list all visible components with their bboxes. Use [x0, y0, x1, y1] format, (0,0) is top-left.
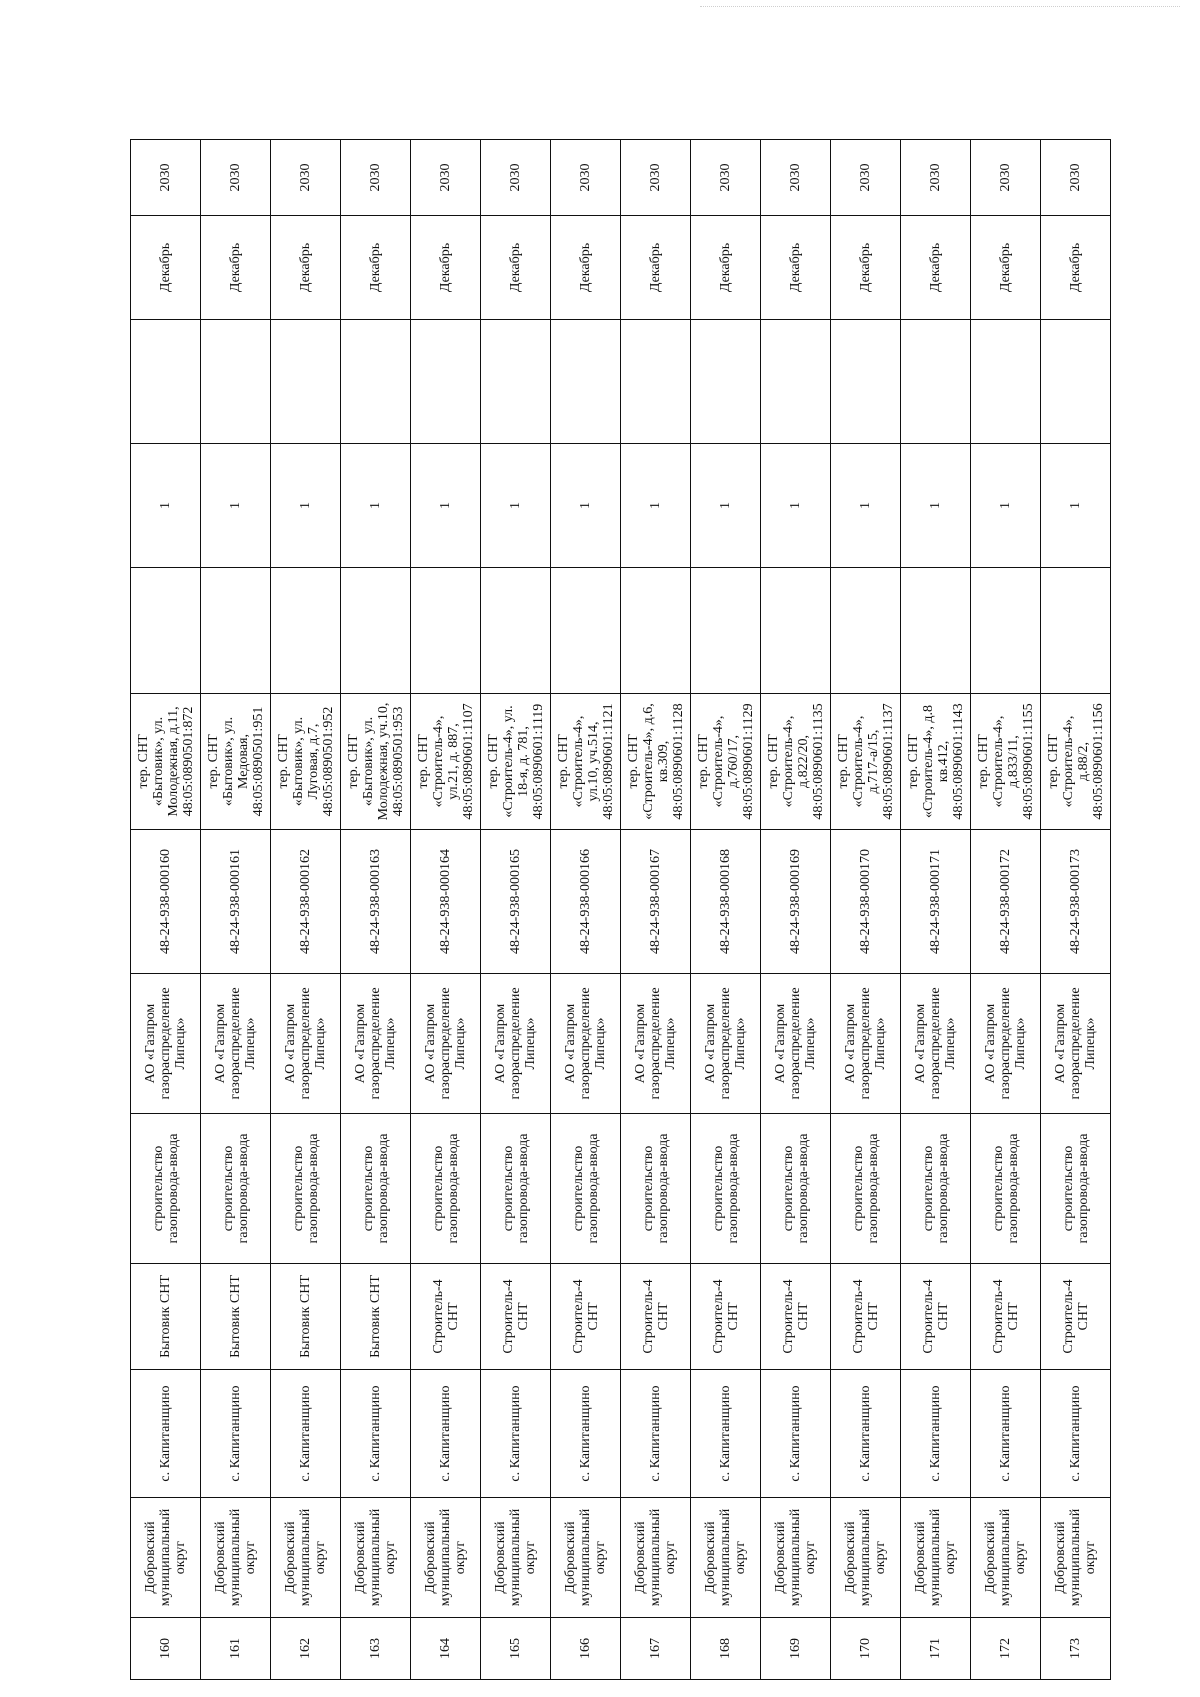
empty-cell — [201, 320, 271, 444]
object-code-cell: 48-24-938-000168 — [691, 830, 761, 974]
year-cell: 2030 — [481, 140, 551, 216]
address-line: 48:05:0890601:1156 — [1090, 703, 1106, 820]
month-cell: Декабрь — [411, 216, 481, 320]
organization-cell: АО «Газпром газораспределение Липецк» — [271, 974, 341, 1114]
empty-cell — [131, 320, 201, 444]
table-row — [761, 140, 831, 1680]
object-code-cell: 48-24-938-000163 — [341, 830, 411, 974]
address-cell — [341, 694, 411, 830]
address-line: 48:05:0890601:1129 — [740, 703, 756, 820]
month-cell: Декабрь — [481, 216, 551, 320]
table-row — [131, 140, 201, 1680]
address-line: ул.21, д. 887, — [445, 723, 461, 800]
table-row — [271, 140, 341, 1680]
month-cell: Декабрь — [271, 216, 341, 320]
address-cell — [201, 694, 271, 830]
row-number-cell: 162 — [271, 1618, 341, 1680]
row-number-cell: 172 — [971, 1618, 1041, 1680]
address-line: тер. СНТ — [345, 734, 361, 789]
snt-name-cell: Строитель-4 СНТ — [761, 1264, 831, 1370]
work-type-cell: строительство газопровода-ввода — [761, 1114, 831, 1264]
district-cell: Добровский муниципальный округ — [341, 1498, 411, 1618]
address-cell — [131, 694, 201, 830]
table-row — [621, 140, 691, 1680]
address-cell — [481, 694, 551, 830]
work-type-cell: строительство газопровода-ввода — [691, 1114, 761, 1264]
address-line: Молодежная, уч.10, — [375, 702, 391, 821]
row-number-cell: 161 — [201, 1618, 271, 1680]
empty-cell — [831, 568, 901, 694]
row-number-cell: 173 — [1041, 1618, 1111, 1680]
address-line: 48:05:0890501:951 — [250, 706, 266, 817]
snt-name-cell: Строитель-4 СНТ — [901, 1264, 971, 1370]
month-cell: Декабрь — [551, 216, 621, 320]
address-line: «Бытовик», ул. — [290, 716, 306, 807]
organization-cell: АО «Газпром газораспределение Липецк» — [481, 974, 551, 1114]
address-line: д.760/17, — [725, 735, 741, 789]
district-cell: Добровский муниципальный округ — [831, 1498, 901, 1618]
quantity-cell: 1 — [271, 444, 341, 568]
object-code-cell: 48-24-938-000166 — [551, 830, 621, 974]
organization-cell: АО «Газпром газораспределение Липецк» — [201, 974, 271, 1114]
district-cell: Добровский муниципальный округ — [901, 1498, 971, 1618]
address-line: д.88/2, — [1075, 742, 1091, 782]
snt-name-cell: Строитель-4 СНТ — [971, 1264, 1041, 1370]
table-row — [1041, 140, 1111, 1680]
settlement-cell: с. Капитанщино — [341, 1370, 411, 1498]
district-cell: Добровский муниципальный округ — [761, 1498, 831, 1618]
object-code-cell: 48-24-938-000172 — [971, 830, 1041, 974]
year-cell: 2030 — [201, 140, 271, 216]
quantity-cell: 1 — [481, 444, 551, 568]
address-line: 48:05:0890601:1135 — [810, 703, 826, 820]
empty-cell — [971, 320, 1041, 444]
table-row — [831, 140, 901, 1680]
quantity-cell: 1 — [131, 444, 201, 568]
organization-cell: АО «Газпром газораспределение Липецк» — [691, 974, 761, 1114]
gasification-schedule-table — [130, 139, 1111, 1680]
quantity-cell: 1 — [1041, 444, 1111, 568]
snt-name-cell: Строитель-4 СНТ — [551, 1264, 621, 1370]
district-cell: Добровский муниципальный округ — [411, 1498, 481, 1618]
address-line: тер. СНТ — [695, 734, 711, 789]
address-line: тер. СНТ — [975, 734, 991, 789]
snt-name-cell: Строитель-4 СНТ — [621, 1264, 691, 1370]
empty-cell — [551, 568, 621, 694]
year-cell: 2030 — [411, 140, 481, 216]
object-code-cell: 48-24-938-000169 — [761, 830, 831, 974]
row-number-cell: 167 — [621, 1618, 691, 1680]
settlement-cell: с. Капитанщино — [901, 1370, 971, 1498]
table-row — [901, 140, 971, 1680]
work-type-cell: строительство газопровода-ввода — [271, 1114, 341, 1264]
address-line: «Строитель-4», д.6, — [640, 703, 656, 820]
organization-cell: АО «Газпром газораспределение Липецк» — [131, 974, 201, 1114]
empty-cell — [831, 320, 901, 444]
empty-cell — [411, 320, 481, 444]
address-line: «Строитель-4», — [850, 715, 866, 808]
organization-cell: АО «Газпром газораспределение Липецк» — [1041, 974, 1111, 1114]
year-cell: 2030 — [271, 140, 341, 216]
address-line: «Строитель-4», — [430, 715, 446, 808]
address-line: тер. СНТ — [1045, 734, 1061, 789]
settlement-cell: с. Капитанщино — [271, 1370, 341, 1498]
address-line: тер. СНТ — [905, 734, 921, 789]
address-line: 48:05:0890601:1107 — [460, 703, 476, 820]
row-number-cell: 169 — [761, 1618, 831, 1680]
month-cell: Декабрь — [341, 216, 411, 320]
empty-cell — [551, 320, 621, 444]
settlement-cell: с. Капитанщино — [131, 1370, 201, 1498]
address-line: тер. СНТ — [275, 734, 291, 789]
snt-name-cell: Бытовик СНТ — [271, 1264, 341, 1370]
object-code-cell: 48-24-938-000162 — [271, 830, 341, 974]
address-line: тер. СНТ — [485, 734, 501, 789]
month-cell: Декабрь — [201, 216, 271, 320]
table-row — [481, 140, 551, 1680]
district-cell: Добровский муниципальный округ — [551, 1498, 621, 1618]
month-cell: Декабрь — [621, 216, 691, 320]
object-code-cell: 48-24-938-000167 — [621, 830, 691, 974]
snt-name-cell: Бытовик СНТ — [201, 1264, 271, 1370]
address-line: «Строитель-4», — [570, 715, 586, 808]
address-line: д.717-а/15, — [865, 729, 881, 794]
address-line: тер. СНТ — [135, 734, 151, 789]
organization-cell: АО «Газпром газораспределение Липецк» — [341, 974, 411, 1114]
work-type-cell: строительство газопровода-ввода — [901, 1114, 971, 1264]
row-number-cell: 160 — [131, 1618, 201, 1680]
empty-cell — [1041, 568, 1111, 694]
district-cell: Добровский муниципальный округ — [201, 1498, 271, 1618]
organization-cell: АО «Газпром газораспределение Липецк» — [551, 974, 621, 1114]
address-line: тер. СНТ — [415, 734, 431, 789]
address-line: кв.309, — [655, 740, 671, 783]
address-line: «Строитель-4», — [780, 715, 796, 808]
year-cell: 2030 — [831, 140, 901, 216]
empty-cell — [761, 320, 831, 444]
address-line: «Бытовик», ул. — [360, 716, 376, 807]
address-line: «Строитель-4», — [990, 715, 1006, 808]
address-line: ул.10, уч.514, — [585, 721, 601, 802]
snt-name-cell: Строитель-4 СНТ — [481, 1264, 551, 1370]
address-line: 48:05:0890501:953 — [390, 706, 406, 817]
row-number-cell: 163 — [341, 1618, 411, 1680]
address-line: 48:05:0890601:1143 — [950, 703, 966, 820]
district-cell: Добровский муниципальный округ — [1041, 1498, 1111, 1618]
table-row — [201, 140, 271, 1680]
year-cell: 2030 — [1041, 140, 1111, 216]
address-cell — [411, 694, 481, 830]
address-line: 48:05:0890601:1128 — [670, 703, 686, 820]
settlement-cell: с. Капитанщино — [1041, 1370, 1111, 1498]
empty-cell — [901, 320, 971, 444]
address-line: Молодежная, д.11, — [165, 706, 181, 817]
address-line: д.833/11, — [1005, 735, 1021, 788]
object-code-cell: 48-24-938-000171 — [901, 830, 971, 974]
year-cell: 2030 — [761, 140, 831, 216]
empty-cell — [131, 568, 201, 694]
month-cell: Декабрь — [831, 216, 901, 320]
empty-cell — [621, 568, 691, 694]
empty-cell — [1041, 320, 1111, 444]
month-cell: Декабрь — [901, 216, 971, 320]
quantity-cell: 1 — [621, 444, 691, 568]
organization-cell: АО «Газпром газораспределение Липецк» — [621, 974, 691, 1114]
settlement-cell: с. Капитанщино — [691, 1370, 761, 1498]
empty-cell — [481, 320, 551, 444]
address-line: «Строитель-4», — [710, 715, 726, 808]
address-line: Медовая, — [235, 734, 251, 789]
table-row — [691, 140, 761, 1680]
quantity-cell: 1 — [761, 444, 831, 568]
address-line: «Бытовик», ул. — [150, 716, 166, 807]
address-line: 48:05:0890601:1137 — [880, 703, 896, 820]
settlement-cell: с. Капитанщино — [551, 1370, 621, 1498]
quantity-cell: 1 — [901, 444, 971, 568]
district-cell: Добровский муниципальный округ — [971, 1498, 1041, 1618]
table-row — [341, 140, 411, 1680]
address-cell — [761, 694, 831, 830]
quantity-cell: 1 — [341, 444, 411, 568]
address-cell — [831, 694, 901, 830]
work-type-cell: строительство газопровода-ввода — [201, 1114, 271, 1264]
row-number-cell: 165 — [481, 1618, 551, 1680]
work-type-cell: строительство газопровода-ввода — [1041, 1114, 1111, 1264]
row-number-cell: 170 — [831, 1618, 901, 1680]
object-code-cell: 48-24-938-000165 — [481, 830, 551, 974]
row-number-cell: 171 — [901, 1618, 971, 1680]
organization-cell: АО «Газпром газораспределение Липецк» — [901, 974, 971, 1114]
year-cell: 2030 — [621, 140, 691, 216]
address-cell — [551, 694, 621, 830]
work-type-cell: строительство газопровода-ввода — [131, 1114, 201, 1264]
object-code-cell: 48-24-938-000173 — [1041, 830, 1111, 974]
table-row — [411, 140, 481, 1680]
address-line: 18-я, д. 781, — [515, 726, 531, 797]
empty-cell — [341, 568, 411, 694]
row-number-cell: 164 — [411, 1618, 481, 1680]
work-type-cell: строительство газопровода-ввода — [481, 1114, 551, 1264]
address-cell — [271, 694, 341, 830]
district-cell: Добровский муниципальный округ — [481, 1498, 551, 1618]
year-cell: 2030 — [551, 140, 621, 216]
object-code-cell: 48-24-938-000160 — [131, 830, 201, 974]
settlement-cell: с. Капитанщино — [481, 1370, 551, 1498]
settlement-cell: с. Капитанщино — [411, 1370, 481, 1498]
address-cell — [621, 694, 691, 830]
address-cell — [901, 694, 971, 830]
empty-cell — [971, 568, 1041, 694]
row-number-cell: 166 — [551, 1618, 621, 1680]
address-line: «Строитель-4», д.8 — [920, 705, 936, 818]
work-type-cell: строительство газопровода-ввода — [621, 1114, 691, 1264]
quantity-cell: 1 — [551, 444, 621, 568]
district-cell: Добровский муниципальный округ — [621, 1498, 691, 1618]
empty-cell — [481, 568, 551, 694]
address-line: 48:05:0890501:952 — [320, 706, 336, 817]
quantity-cell: 1 — [691, 444, 761, 568]
object-code-cell: 48-24-938-000161 — [201, 830, 271, 974]
snt-name-cell: Бытовик СНТ — [131, 1264, 201, 1370]
year-cell: 2030 — [901, 140, 971, 216]
address-line: кв.412, — [935, 740, 951, 783]
address-cell — [971, 694, 1041, 830]
object-code-cell: 48-24-938-000164 — [411, 830, 481, 974]
address-line: «Строитель-4», — [1060, 715, 1076, 808]
work-type-cell: строительство газопровода-ввода — [341, 1114, 411, 1264]
address-line: 48:05:0890601:1121 — [600, 703, 616, 820]
address-line: 48:05:0890601:1155 — [1020, 703, 1036, 820]
address-line: тер. СНТ — [765, 734, 781, 789]
empty-cell — [341, 320, 411, 444]
quantity-cell: 1 — [411, 444, 481, 568]
address-line: тер. СНТ — [625, 734, 641, 789]
address-line: тер. СНТ — [835, 734, 851, 789]
month-cell: Декабрь — [691, 216, 761, 320]
address-line: «Строитель-4», ул. — [500, 705, 516, 818]
work-type-cell: строительство газопровода-ввода — [551, 1114, 621, 1264]
empty-cell — [271, 568, 341, 694]
settlement-cell: с. Капитанщино — [761, 1370, 831, 1498]
quantity-cell: 1 — [201, 444, 271, 568]
address-line: 48:05:0890601:1119 — [530, 703, 546, 820]
address-cell — [1041, 694, 1111, 830]
scan-edge-mark — [700, 6, 1180, 9]
organization-cell: АО «Газпром газораспределение Липецк» — [971, 974, 1041, 1114]
snt-name-cell: Строитель-4 СНТ — [691, 1264, 761, 1370]
address-line: тер. СНТ — [205, 734, 221, 789]
row-number-cell: 168 — [691, 1618, 761, 1680]
snt-name-cell: Строитель-4 СНТ — [1041, 1264, 1111, 1370]
empty-cell — [201, 568, 271, 694]
organization-cell: АО «Газпром газораспределение Липецк» — [411, 974, 481, 1114]
table-row — [971, 140, 1041, 1680]
address-line: тер. СНТ — [555, 734, 571, 789]
object-code-cell: 48-24-938-000170 — [831, 830, 901, 974]
year-cell: 2030 — [691, 140, 761, 216]
month-cell: Декабрь — [1041, 216, 1111, 320]
organization-cell: АО «Газпром газораспределение Липецк» — [831, 974, 901, 1114]
table-row — [551, 140, 621, 1680]
address-line: д.822/20, — [795, 735, 811, 789]
empty-cell — [271, 320, 341, 444]
quantity-cell: 1 — [831, 444, 901, 568]
settlement-cell: с. Капитанщино — [971, 1370, 1041, 1498]
empty-cell — [901, 568, 971, 694]
settlement-cell: с. Капитанщино — [201, 1370, 271, 1498]
empty-cell — [621, 320, 691, 444]
rotated-table-container — [130, 140, 1110, 1680]
year-cell: 2030 — [971, 140, 1041, 216]
snt-name-cell: Бытовик СНТ — [341, 1264, 411, 1370]
empty-cell — [411, 568, 481, 694]
address-line: 48:05:0890501:872 — [180, 706, 196, 817]
district-cell: Добровский муниципальный округ — [691, 1498, 761, 1618]
year-cell: 2030 — [131, 140, 201, 216]
month-cell: Декабрь — [971, 216, 1041, 320]
work-type-cell: строительство газопровода-ввода — [831, 1114, 901, 1264]
empty-cell — [761, 568, 831, 694]
table-body — [131, 140, 1111, 1680]
organization-cell: АО «Газпром газораспределение Липецк» — [761, 974, 831, 1114]
snt-name-cell: Строитель-4 СНТ — [831, 1264, 901, 1370]
district-cell: Добровский муниципальный округ — [271, 1498, 341, 1618]
settlement-cell: с. Капитанщино — [831, 1370, 901, 1498]
empty-cell — [691, 568, 761, 694]
address-line: «Бытовик», ул. — [220, 716, 236, 807]
year-cell: 2030 — [341, 140, 411, 216]
month-cell: Декабрь — [131, 216, 201, 320]
month-cell: Декабрь — [761, 216, 831, 320]
quantity-cell: 1 — [971, 444, 1041, 568]
address-line: Луговая, д.7, — [305, 723, 321, 800]
settlement-cell: с. Капитанщино — [621, 1370, 691, 1498]
district-cell: Добровский муниципальный округ — [131, 1498, 201, 1618]
work-type-cell: строительство газопровода-ввода — [411, 1114, 481, 1264]
empty-cell — [691, 320, 761, 444]
snt-name-cell: Строитель-4 СНТ — [411, 1264, 481, 1370]
address-cell — [691, 694, 761, 830]
work-type-cell: строительство газопровода-ввода — [971, 1114, 1041, 1264]
